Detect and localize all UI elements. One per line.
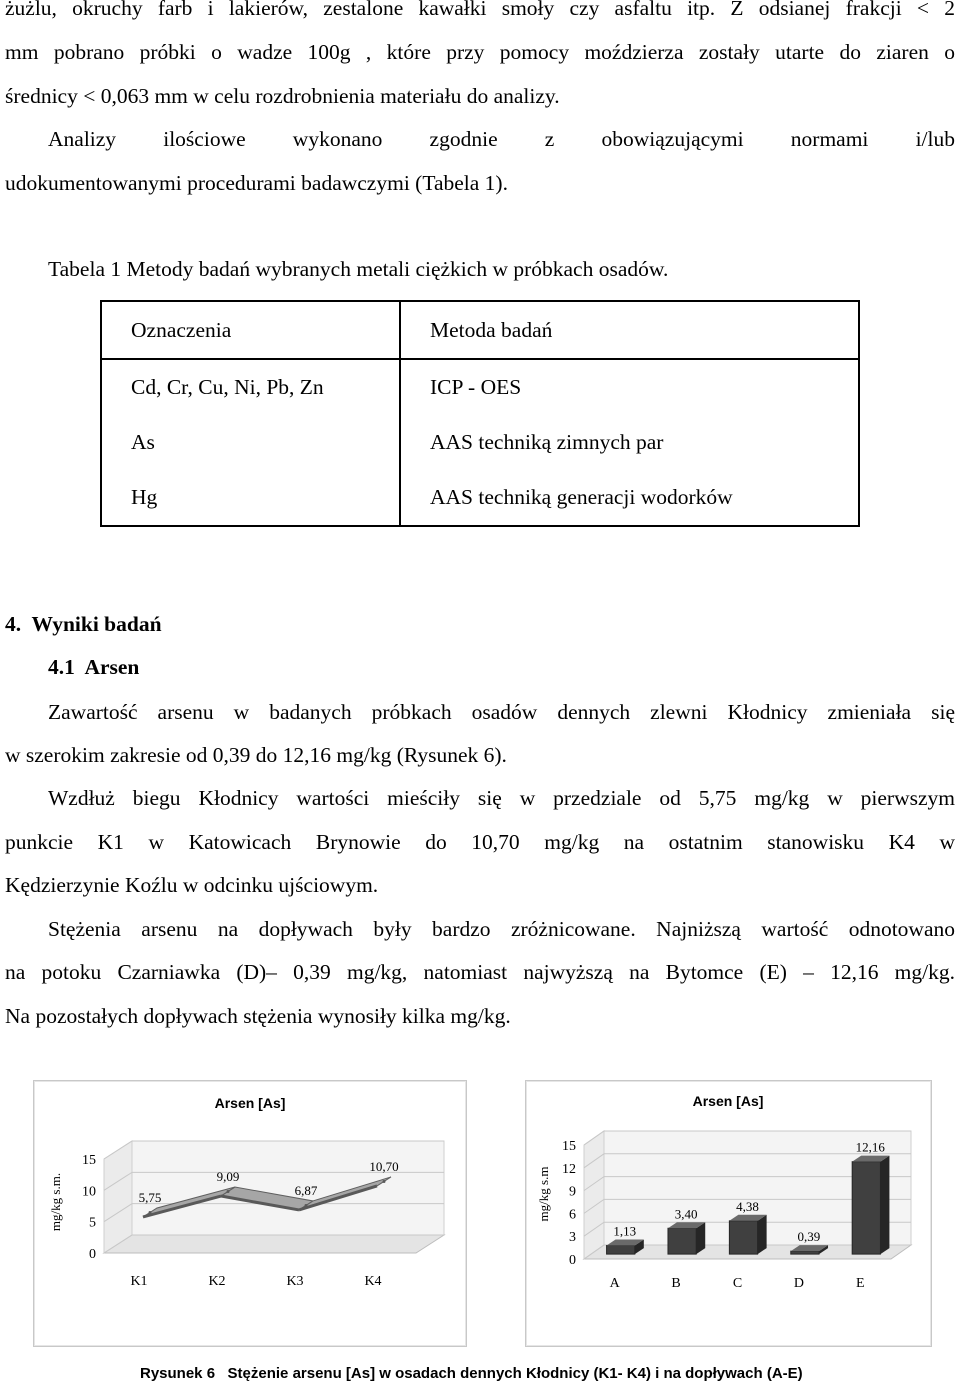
text-line: punkcie K1 w Katowicach Brynowie do 10,70 mg/kg na ostatnim stanowisku K4 w — [5, 830, 955, 854]
section-heading: 4. Wyniki badań — [5, 612, 162, 636]
bar-side — [758, 1215, 767, 1254]
bar-front — [729, 1221, 757, 1254]
chart-rivers — [33, 1080, 467, 1347]
text-line: Stężenia arsenu na dopływach były bardzo zróżnicowane. Najniższą wartość odnotowano — [48, 917, 955, 941]
chart-title: Arsen [As] — [214, 1095, 286, 1111]
text-line: żużlu, okruchy farb i lakierów, zestalone kawałki smoły czy asfaltu itp. Z odsianej frakcji < 2 — [5, 0, 955, 20]
table-cell: Cd, Cr, Cu, Ni, Pb, Zn — [101, 359, 400, 415]
bar-front — [791, 1251, 819, 1254]
figure-caption: Rysunek 6 Stężenie arsenu [As] w osadach dennych Kłodnicy (K1- K4) i na dopływach (A-E) — [140, 1365, 803, 1382]
table-cell: AAS techniką generacji wodorków — [430, 485, 733, 509]
x-tick-label: A — [609, 1276, 620, 1291]
text-line: mm pobrano próbki o wadze 100g , które przy pomocy moździerza zostały utarte do ziaren o — [5, 40, 955, 64]
data-point — [305, 1204, 308, 1207]
y-tick-label: 5 — [89, 1215, 96, 1231]
x-tick-label: K3 — [286, 1274, 304, 1289]
data-label: 6,87 — [294, 1182, 318, 1198]
text-line: na potoku Czarniawka (D)– 0,39 mg/kg, natomiast najwyższą na Bytomce (E) – 12,16 mg/kg. — [5, 960, 955, 984]
y-tick-label: 6 — [569, 1207, 576, 1223]
data-point — [383, 1180, 386, 1183]
table-cell: AAS techniką zimnych par — [430, 430, 664, 454]
chart-tributaries-svg — [526, 1081, 931, 1346]
data-label: 5,75 — [138, 1189, 162, 1205]
table-row — [101, 359, 859, 415]
data-label: 9,09 — [216, 1169, 240, 1185]
subsection-heading: 4.1 Arsen — [48, 655, 140, 679]
text-line: Zawartość arsenu w badanych próbkach osadów dennych zlewni Kłodnicy zmieniała się — [48, 700, 955, 724]
y-axis-label: mg/kg s.m. — [48, 1172, 63, 1232]
text-line: udokumentowanymi procedurami badawczymi (Tabela 1). — [5, 171, 508, 195]
table-cell: Hg — [101, 470, 400, 526]
chart-rivers-svg — [34, 1081, 466, 1346]
bar-side — [880, 1156, 889, 1254]
table-cell: As — [101, 415, 400, 470]
x-tick-label: K2 — [208, 1274, 226, 1289]
data-point — [227, 1190, 230, 1193]
text-line: średnicy < 0,063 mm w celu rozdrobnienia materiału do analizy. — [5, 84, 560, 108]
table-row — [101, 415, 859, 470]
bar-front — [607, 1246, 635, 1255]
methods-table — [100, 300, 860, 527]
y-tick-label: 0 — [89, 1247, 96, 1262]
text-line: Wzdłuż biegu Kłodnicy wartości mieściły się w przedziale od 5,75 mg/kg w pierwszym — [48, 786, 955, 810]
x-tick-label: B — [671, 1276, 681, 1291]
y-tick-label: 9 — [569, 1184, 576, 1200]
table-cell: ICP - OES — [430, 375, 522, 399]
data-label: 0,39 — [797, 1229, 821, 1245]
table-caption: Tabela 1 Metody badań wybranych metali ciężkich w próbkach osadów. — [48, 257, 669, 281]
y-axis-label: mg/kg s.m — [536, 1166, 551, 1222]
chart-title: Arsen [As] — [692, 1093, 764, 1109]
table-header-cell: Oznaczenia — [101, 301, 400, 359]
bar-front — [668, 1228, 696, 1254]
x-tick-label: D — [793, 1276, 804, 1291]
table-row — [101, 470, 859, 526]
table-header-cell: Metoda badań — [400, 301, 859, 359]
x-tick-label: E — [856, 1276, 865, 1291]
y-tick-label: 15 — [562, 1139, 576, 1154]
text-line: Analizy ilościowe wykonano zgodnie z obowiązującymi normami i/lub — [48, 127, 955, 151]
data-label: 1,13 — [613, 1223, 637, 1239]
x-tick-label: K4 — [364, 1274, 382, 1289]
bar-front — [852, 1162, 880, 1254]
data-label: 12,16 — [855, 1139, 885, 1155]
y-tick-label: 15 — [82, 1153, 96, 1168]
data-point — [149, 1211, 152, 1214]
chart-tributaries — [525, 1080, 932, 1347]
chart-back-wall — [132, 1141, 444, 1235]
x-tick-label: K1 — [130, 1274, 148, 1289]
data-label: 10,70 — [369, 1158, 399, 1174]
text-line: Na pozostałych dopływach stężenia wynosiły kilka mg/kg. — [5, 1004, 511, 1028]
x-tick-label: C — [732, 1276, 743, 1291]
data-label: 3,40 — [674, 1206, 698, 1222]
y-tick-label: 12 — [562, 1161, 576, 1177]
y-tick-label: 0 — [569, 1253, 576, 1268]
text-line: w szerokim zakresie od 0,39 do 12,16 mg/kg (Rysunek 6). — [5, 743, 507, 767]
chart-side-wall — [104, 1141, 132, 1253]
y-tick-label: 3 — [569, 1230, 576, 1246]
table-header-row — [101, 301, 859, 359]
chart-side-wall — [584, 1131, 604, 1259]
text-line: Kędzierzynie Koźlu w odcinku ujściowym. — [5, 873, 379, 897]
data-label: 4,38 — [736, 1198, 759, 1214]
y-tick-label: 10 — [82, 1184, 96, 1200]
chart-floor — [104, 1235, 444, 1253]
